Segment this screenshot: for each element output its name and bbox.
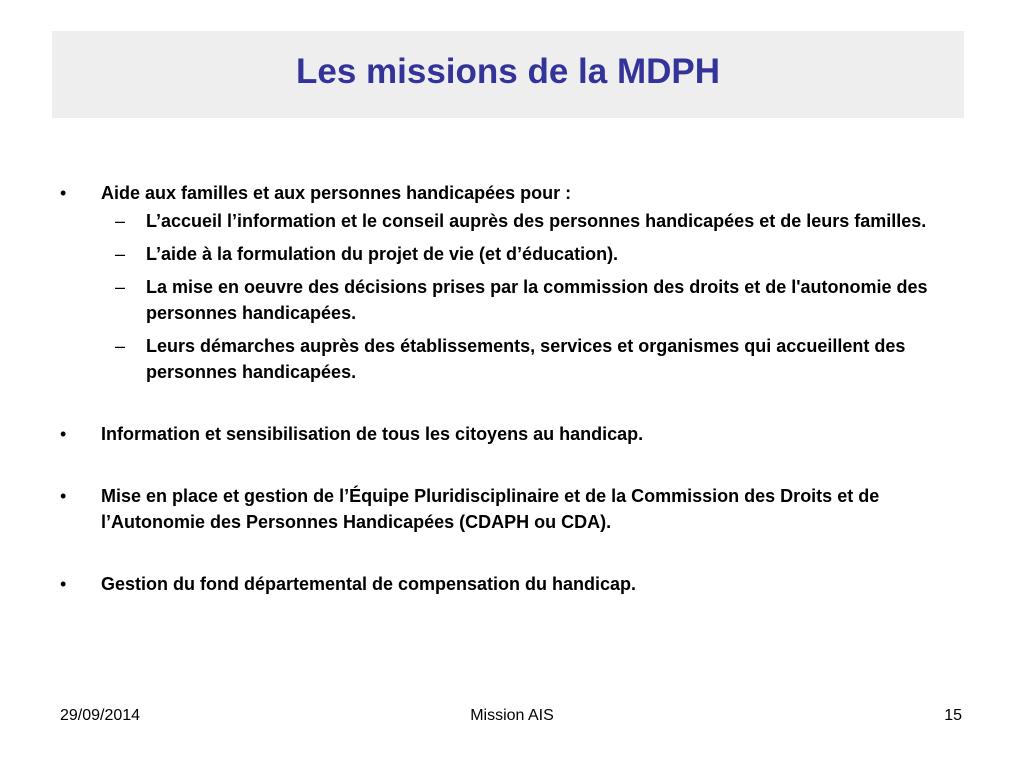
sub-text: Leurs démarches auprès des établissements, services et organismes qui accueillent des personnes handicapées. [146,336,906,382]
sub-item [60,333,970,385]
bullet-mark: • [60,486,67,506]
bullet-mark: • [60,574,67,594]
dash-mark: – [115,244,126,264]
footer-date: 29/09/2014 [60,707,141,724]
dash-mark: – [115,336,126,356]
title-band [52,31,964,118]
bullet-text: Aide aux familles et aux personnes handicapées pour : [101,183,572,203]
footer-page-number: 15 [944,707,962,724]
bullet-mark: • [60,424,67,444]
dash-mark: – [115,277,126,297]
dash-mark: – [115,211,126,231]
sub-text: L’aide à la formulation du projet de vie (et d’éducation). [146,244,619,264]
sub-text: L’accueil l’information et le conseil auprès des personnes handicapées et de leurs familles. [146,211,927,231]
sub-item [60,241,970,267]
bullet-mark: • [60,183,67,203]
bullet-text: Information et sensibilisation de tous les citoyens au handicap. [101,424,644,444]
bullet-item [60,180,970,206]
bullet-text: Gestion du fond départemental de compensation du handicap. [101,574,637,594]
footer-title: Mission AIS [470,707,554,724]
slide-content [60,180,970,597]
slide-title: Les missions de la MDPH [295,51,721,91]
sub-text: La mise en oeuvre des décisions prises par la commission des droits et de l'autonomie des personnes handicapées. [146,277,928,323]
bullet-item [60,421,970,447]
bullet-item [60,483,970,535]
bullet-item [60,571,970,597]
sub-item [60,274,970,326]
sub-item [60,208,970,234]
bullet-text: Mise en place et gestion de l’Équipe Pluridisciplinaire et de la Commission des Droits et de l’Autonomie des Personnes Handicapées (CDAPH ou CDA). [101,486,880,532]
